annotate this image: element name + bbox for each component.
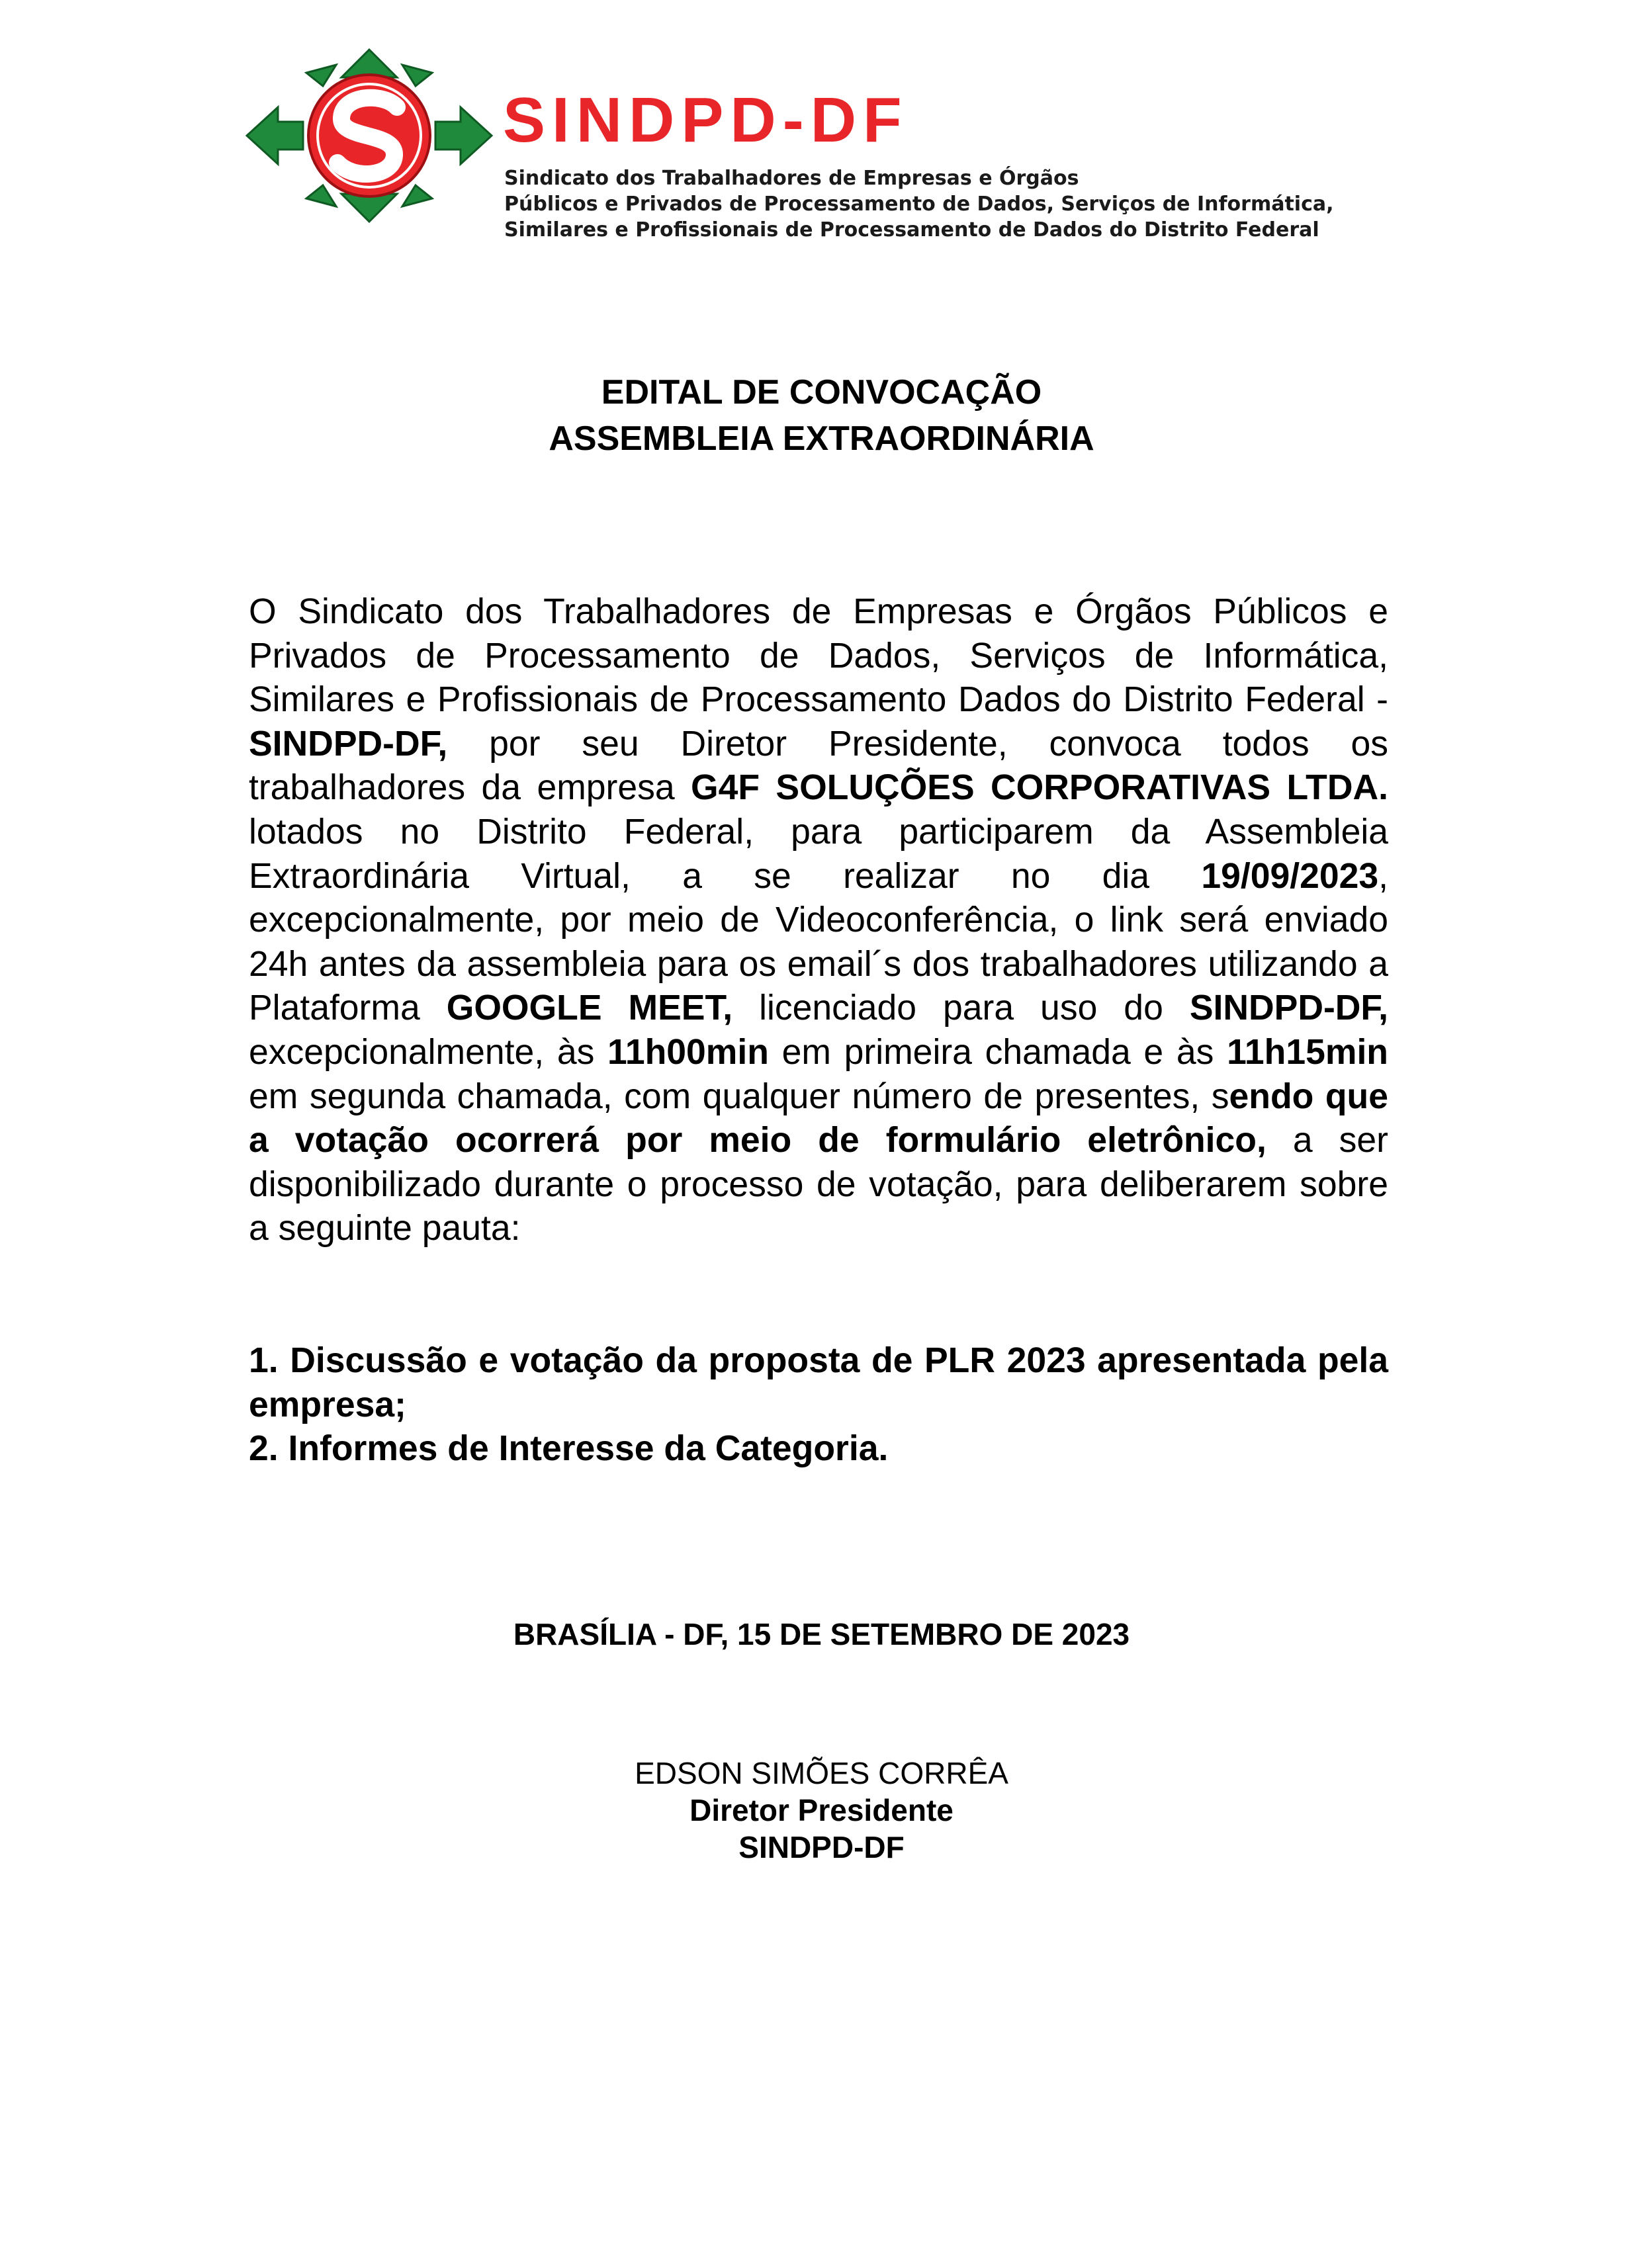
sindpd-logo-emblem-icon [244,46,495,225]
body-text: excepcionalmente, às [249,1032,608,1072]
body-text: por seu Diretor Presidente, convoca todos os trabalhadores da empresa [249,724,1388,808]
signatory-name: EDSON SIMÕES CORRÊA [635,1756,1008,1790]
dateline: BRASÍLIA - DF, 15 DE SETEMBRO DE 2023 [513,1617,1130,1651]
signatory-role: Diretor Presidente [689,1793,954,1827]
first-call-time: 11h00min [607,1032,769,1072]
signatory-organization: SINDPD-DF [738,1830,905,1864]
body-text: licenciado para uso do [733,988,1190,1028]
agenda-item: 2. Informes de Interesse da Categoria. [249,1429,889,1469]
signature-block [0,1755,1643,1866]
document-title [0,369,1643,462]
platform-name: GOOGLE MEET, [446,988,733,1028]
body-text: em primeira chamada e às [768,1032,1227,1072]
body-text: em segunda chamada, com qualquer número de presentes, s [249,1076,1229,1116]
body-bold-text: SINDPD-DF, [249,724,448,763]
second-call-time: 11h15min [1227,1032,1388,1072]
title-line-1: EDITAL DE CONVOCAÇÃO [601,373,1042,412]
body-text: a ser disponibilizado durante o processo de votação, para deliberarem sobre a seguinte pauta: [249,1121,1388,1248]
assembly-date: 19/09/2023 [1201,856,1379,896]
agenda-list [249,1339,1388,1471]
logo-name: SINDPD-DF [503,85,909,155]
convocation-paragraph [249,590,1388,1251]
logo-description-line: Públicos e Privados de Processamento de Dados, Serviços de Informática, [504,193,1334,216]
title-line-2: ASSEMBLEIA EXTRAORDINÁRIA [549,419,1094,458]
body-bold-text: SINDPD-DF, [1189,988,1389,1028]
body-text: O Sindicato dos Trabalhadores de Empresas e Órgãos Públicos e Privados de Processamento de Dados, Serviços de Informática, Similares e Profissionais de Processamento Dados do Distrito Federal - [249,592,1388,720]
voting-method: endo que a votação ocorrerá por meio de formulário eletrônico, [249,1076,1388,1160]
agenda-item: 1. Discussão e votação da proposta de PLR 2023 apresentada pela empresa; [249,1341,1388,1424]
body-text: , excepcionalmente, por meio de Videoconferência, o link será enviado 24h antes da assembleia para os email´s dos trabalhadores utilizando a Plataforma [249,856,1388,1028]
body-text: lotados no Distrito Federal, para participarem da Assembleia Extraordinária Virtual, a se realizar no dia [249,812,1388,896]
logo-description-line: Sindicato dos Trabalhadores de Empresas e Órgãos [504,167,1079,190]
logo-description-line: Similares e Profissionais de Processamento de Dados do Distrito Federal [504,218,1319,241]
company-name: G4F SOLUÇÕES CORPORATIVAS LTDA. [690,768,1388,808]
logo-description [504,165,1536,243]
